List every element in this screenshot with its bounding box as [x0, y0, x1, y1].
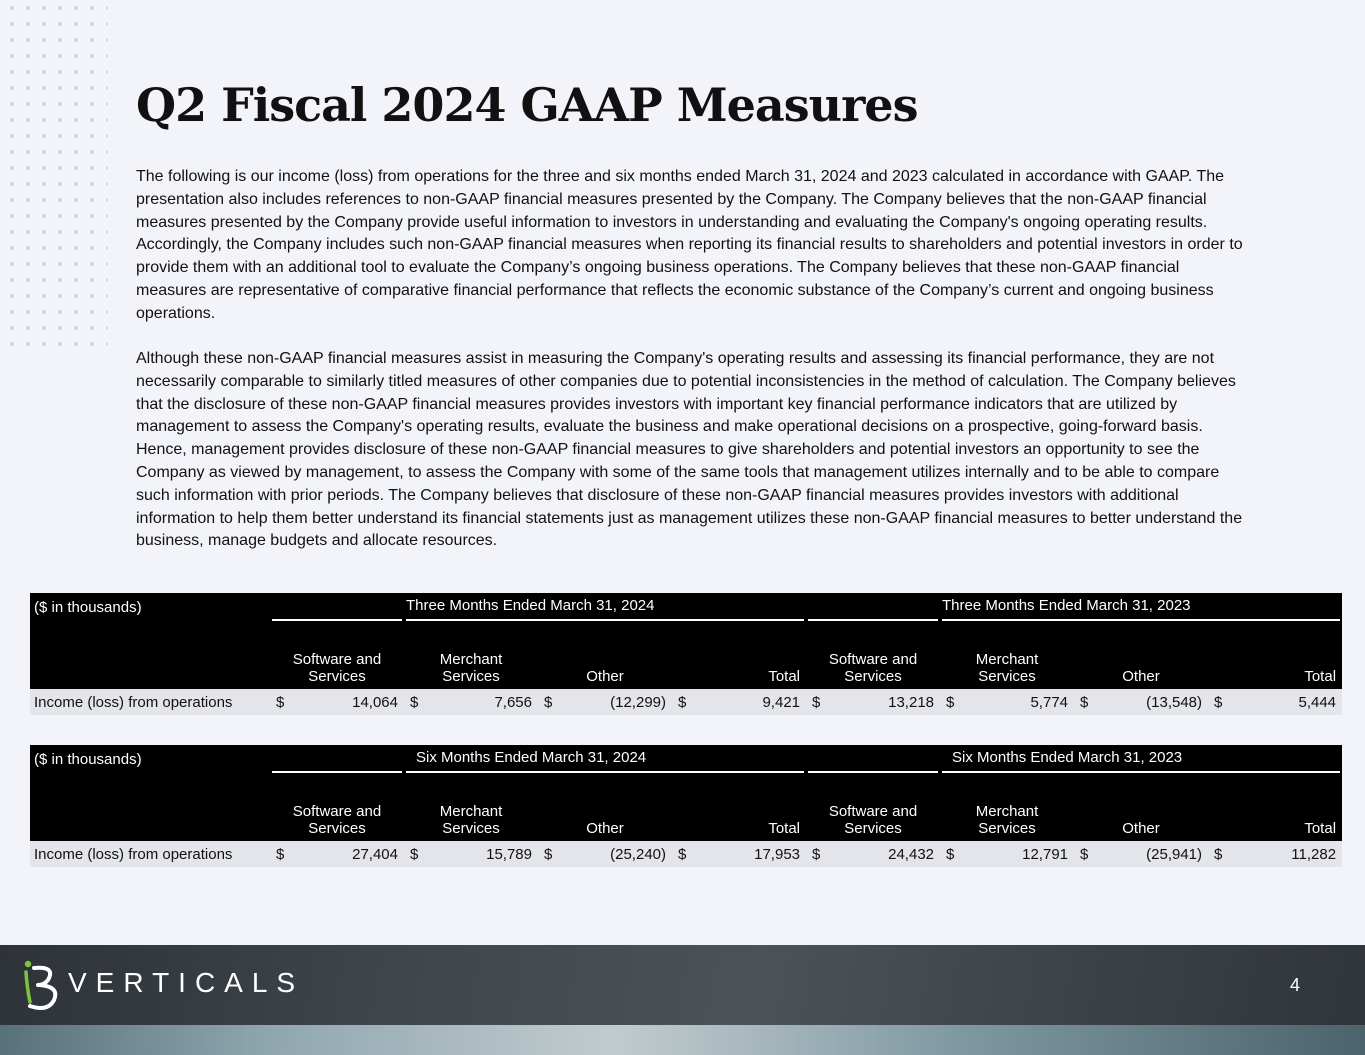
table-row: Income (loss) from operations $ 14,064 $ 7,656 $ (12,299) $ 9,421 $ 13,218 $ 5,774 $ (13,548) $ 5,444 — [30, 689, 1342, 715]
three-months-table — [30, 593, 1342, 715]
period-header: Six Months Ended March 31, 2023 — [940, 745, 1342, 773]
column-header: Merchant Services — [940, 773, 1074, 841]
period-header: Three Months Ended March 31, 2024 — [404, 593, 806, 621]
unit-label: ($ in thousands) — [30, 593, 270, 621]
value-cell: 15,789 — [432, 841, 538, 867]
table-row: Income (loss) from operations $ 27,404 $ 15,789 $ (25,240) $ 17,953 $ 24,432 $ 12,791 $ (25,941) $ 11,282 — [30, 841, 1342, 867]
unit-label: ($ in thousands) — [30, 745, 270, 773]
disclosure-paragraph: Although these non-GAAP financial measures assist in measuring the Company's operating results and assessing its financial performance, they are not necessarily comparable to similarly titled measures of other companies due to potential inconsistencies in the method of calculation. The Company believes that the disclosure of these non-GAAP financial measures provides investors with important key financial performance indicators that are utilized by management to assess the Company's operating results, evaluate the business and make operational decisions on a prospective, going-forward basis. Hence, management provides disclosure of these non-GAAP financial measures to give shareholders and potential investors an opportunity to see the Company as viewed by management, to assess the Company with some of the same tools that management utilizes internally and to be able to compare such information with prior periods. The Company believes that disclosure of these non-GAAP financial measures provides investors with additional information to help them better understand its financial statements just as management utilizes these non-GAAP financial measures to better understand the business, manage budgets and allocate resources. — [136, 350, 1243, 550]
value-cell: 9,421 — [700, 689, 806, 715]
value-cell: 11,282 — [1236, 841, 1342, 867]
column-header: Software and Services — [806, 773, 940, 841]
column-header: Total — [672, 621, 806, 689]
column-header: Other — [1074, 773, 1208, 841]
column-header: Software and Services — [270, 621, 404, 689]
value-cell: (12,299) — [566, 689, 672, 715]
value-cell: 12,791 — [968, 841, 1074, 867]
brand-wordmark: VERTICALS — [68, 967, 305, 998]
value-cell: 27,404 — [298, 841, 404, 867]
intro-paragraph: The following is our income (loss) from operations for the three and six months ended March 31, 2024 and 2023 calculated in accordance with GAAP. The presentation also includes references to non-GAAP financial measures presented by the Company. The Company believes that the non-GAAP financial measures presented by the Company provide useful information to investors in understanding and evaluating the Company's ongoing operating results. Accordingly, the Company includes such non-GAAP financial measures when reporting its financial results to shareholders and potential investors in order to provide them with an additional tool to evaluate the Company’s ongoing business operations. The Company believes that these non-GAAP financial measures are representative of comparative financial performance that reflects the economic substance of the Company’s current and ongoing business operations. — [136, 168, 1243, 322]
decorative-dot-grid — [4, 0, 108, 350]
column-header: Software and Services — [270, 773, 404, 841]
value-cell: 7,656 — [432, 689, 538, 715]
value-cell: (25,240) — [566, 841, 672, 867]
value-cell: 13,218 — [834, 689, 940, 715]
value-cell: 17,953 — [700, 841, 806, 867]
value-cell: 14,064 — [298, 689, 404, 715]
column-header: Total — [672, 773, 806, 841]
period-header: Six Months Ended March 31, 2024 — [404, 745, 806, 773]
value-cell: 5,444 — [1236, 689, 1342, 715]
period-header: Three Months Ended March 31, 2023 — [940, 593, 1342, 621]
value-cell: (25,941) — [1102, 841, 1208, 867]
column-header: Other — [538, 621, 672, 689]
column-header: Merchant Services — [404, 621, 538, 689]
value-cell: 24,432 — [834, 841, 940, 867]
value-cell: (13,548) — [1102, 689, 1208, 715]
footer-bar — [0, 945, 1365, 1055]
column-header: Merchant Services — [404, 773, 538, 841]
column-header: Other — [538, 773, 672, 841]
value-cell: 5,774 — [968, 689, 1074, 715]
page-number: 4 — [1290, 975, 1301, 995]
i3-logo-icon — [20, 958, 64, 1014]
row-label: Income (loss) from operations — [30, 841, 270, 867]
row-label: Income (loss) from operations — [30, 689, 270, 715]
column-header: Other — [1074, 621, 1208, 689]
column-header: Total — [1208, 621, 1342, 689]
column-header: Total — [1208, 773, 1342, 841]
six-months-table — [30, 745, 1342, 867]
footer-image-band — [0, 1025, 1365, 1055]
column-header: Software and Services — [806, 621, 940, 689]
page-title: Q2 Fiscal 2024 GAAP Measures — [136, 78, 918, 132]
column-header: Merchant Services — [940, 621, 1074, 689]
